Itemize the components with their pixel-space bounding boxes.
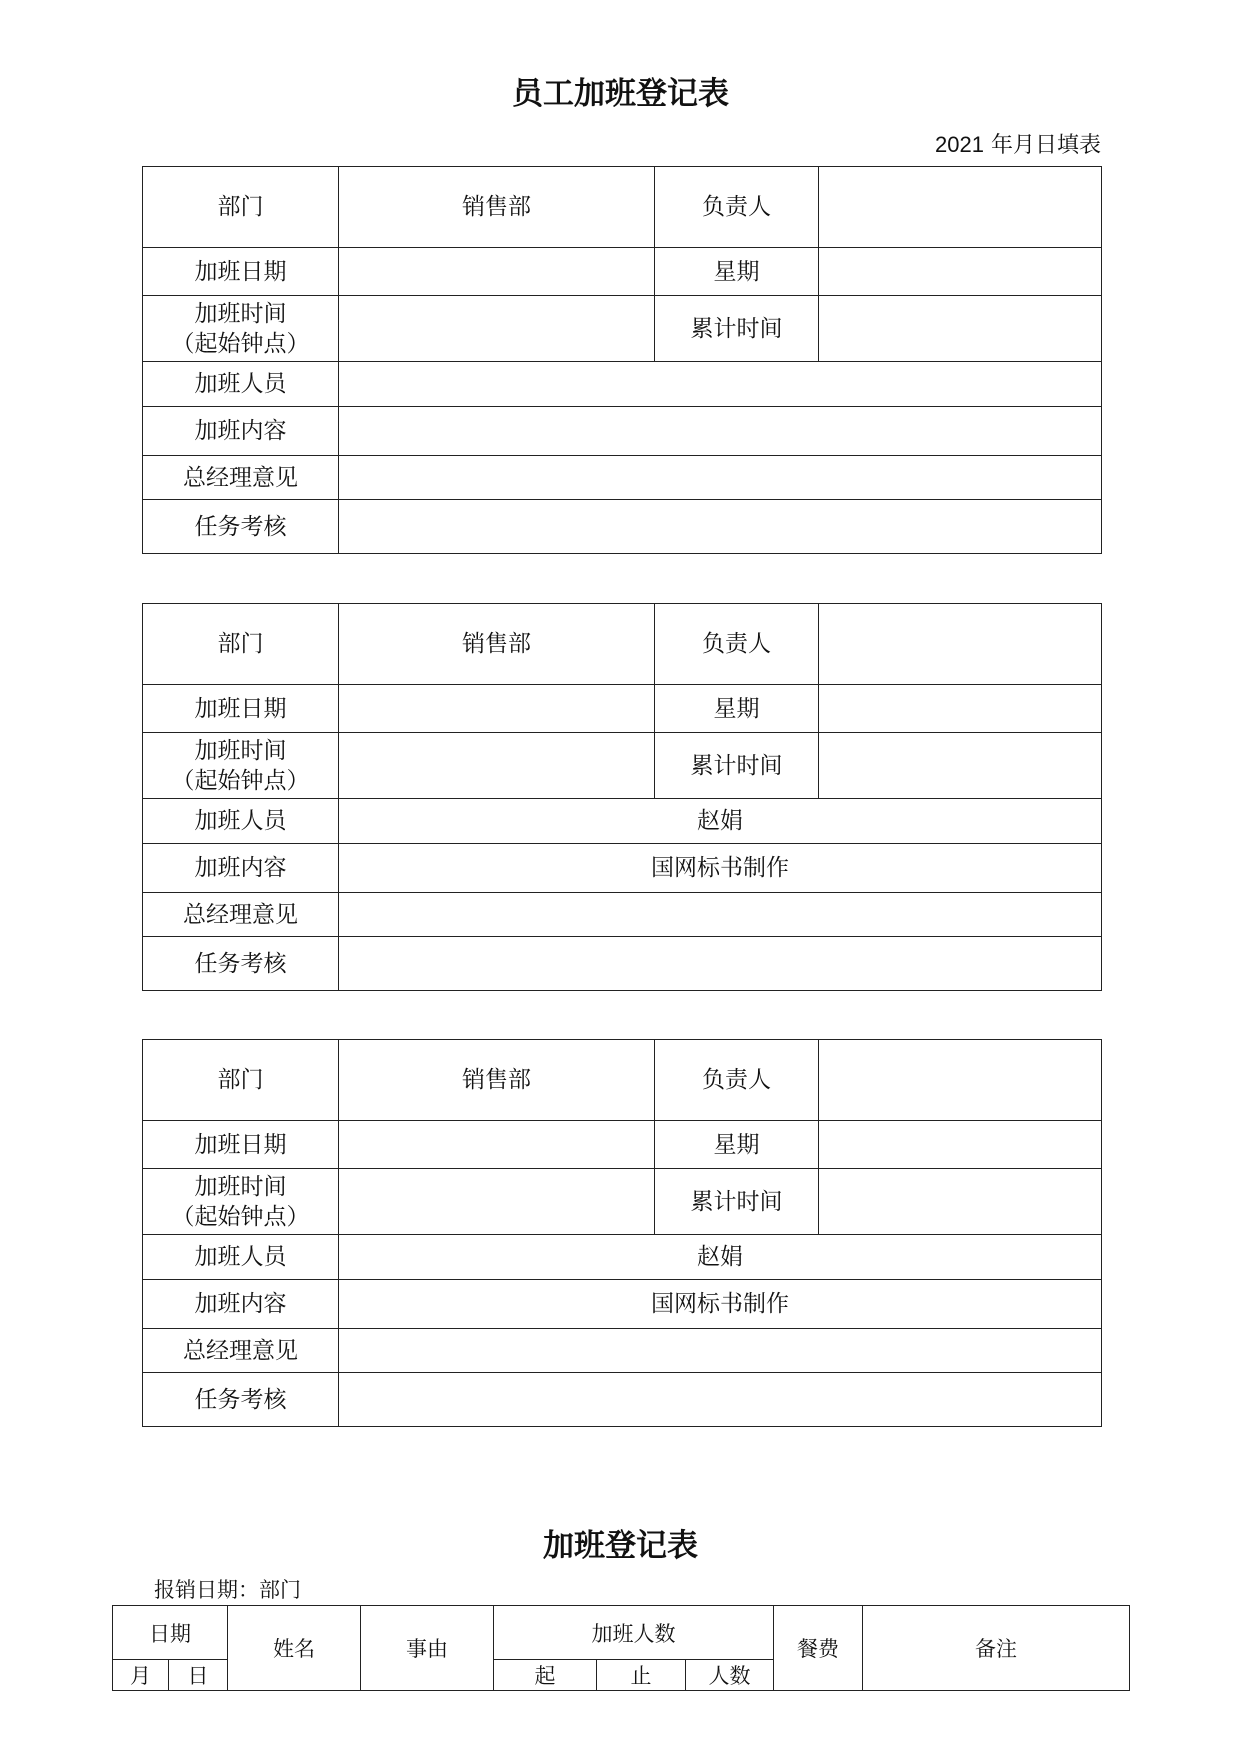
staff-value[interactable] <box>339 362 1102 407</box>
staff-label: 加班人员 <box>143 1235 339 1280</box>
weekday-value[interactable] <box>819 1121 1102 1169</box>
staff-label: 加班人员 <box>143 362 339 407</box>
section-title: 加班登记表 <box>543 1528 698 1564</box>
gm-opinion-label: 总经理意见 <box>143 1329 339 1373</box>
ot-time-label <box>143 1169 339 1235</box>
overtime-form-1 <box>142 166 1102 554</box>
task-review-label: 任务考核 <box>143 500 339 554</box>
ot-date-label: 加班日期 <box>143 685 339 733</box>
ot-date-label: 加班日期 <box>143 1121 339 1169</box>
dept-value[interactable]: 销售部 <box>339 167 655 248</box>
ot-time-value[interactable] <box>339 1169 655 1235</box>
task-review-value[interactable] <box>339 500 1102 554</box>
ot-time-label-line2: （起始钟点） <box>171 1203 310 1230</box>
ot-count-header: 加班人数 <box>494 1606 774 1660</box>
weekday-label: 星期 <box>655 1121 819 1169</box>
gm-opinion-value[interactable] <box>339 1329 1102 1373</box>
ot-time-value[interactable] <box>339 296 655 362</box>
total-time-value[interactable] <box>819 733 1102 799</box>
content-label: 加班内容 <box>143 1280 339 1329</box>
gm-opinion-value[interactable] <box>339 893 1102 937</box>
content-label: 加班内容 <box>143 407 339 456</box>
content-value[interactable] <box>339 407 1102 456</box>
weekday-label: 星期 <box>655 685 819 733</box>
ot-date-value[interactable] <box>339 1121 655 1169</box>
ot-time-label <box>143 733 339 799</box>
meal-fee-header: 餐费 <box>774 1606 863 1691</box>
dept-label: 部门 <box>143 1040 339 1121</box>
ot-time-label-line1: 加班时间 <box>194 300 287 327</box>
dept-label: 部门 <box>143 604 339 685</box>
total-time-label: 累计时间 <box>655 296 819 362</box>
end-header: 止 <box>597 1660 686 1691</box>
content-label: 加班内容 <box>143 844 339 893</box>
ot-time-value[interactable] <box>339 733 655 799</box>
ot-date-label: 加班日期 <box>143 248 339 296</box>
dept-value[interactable]: 销售部 <box>339 1040 655 1121</box>
dept-value[interactable]: 销售部 <box>339 604 655 685</box>
content-value[interactable]: 国网标书制作 <box>339 844 1102 893</box>
ot-time-label <box>143 296 339 362</box>
staff-label: 加班人员 <box>143 799 339 844</box>
page-title: 员工加班登记表 <box>512 76 729 112</box>
task-review-value[interactable] <box>339 1373 1102 1427</box>
remarks-header: 备注 <box>863 1606 1130 1691</box>
manager-value[interactable] <box>819 604 1102 685</box>
total-time-value[interactable] <box>819 296 1102 362</box>
manager-label: 负责人 <box>655 604 819 685</box>
reimbursement-line: 报销日期：部门 <box>154 1578 301 1602</box>
ot-time-label-line1: 加班时间 <box>194 737 287 764</box>
weekday-value[interactable] <box>819 248 1102 296</box>
reason-header: 事由 <box>361 1606 494 1691</box>
weekday-value[interactable] <box>819 685 1102 733</box>
manager-label: 负责人 <box>655 1040 819 1121</box>
ot-date-value[interactable] <box>339 685 655 733</box>
manager-label: 负责人 <box>655 167 819 248</box>
fill-date-suffix: 年月日填表 <box>984 133 1101 158</box>
ot-time-label-line2: （起始钟点） <box>171 767 310 794</box>
name-header: 姓名 <box>228 1606 361 1691</box>
headcount-header: 人数 <box>686 1660 774 1691</box>
dept-label: 部门 <box>143 167 339 248</box>
manager-value[interactable] <box>819 167 1102 248</box>
overtime-register-table <box>112 1605 1130 1691</box>
day-header: 日 <box>169 1660 228 1691</box>
total-time-label: 累计时间 <box>655 733 819 799</box>
fill-date-year: 2021 <box>935 132 984 157</box>
gm-opinion-label: 总经理意见 <box>143 893 339 937</box>
overtime-form-3 <box>142 1039 1102 1427</box>
ot-time-label-line2: （起始钟点） <box>171 330 310 357</box>
staff-value[interactable]: 赵娟 <box>339 1235 1102 1280</box>
task-review-label: 任务考核 <box>143 1373 339 1427</box>
staff-value[interactable]: 赵娟 <box>339 799 1102 844</box>
ot-time-label-line1: 加班时间 <box>194 1173 287 1200</box>
month-header: 月 <box>113 1660 169 1691</box>
start-header: 起 <box>494 1660 597 1691</box>
ot-date-value[interactable] <box>339 248 655 296</box>
task-review-value[interactable] <box>339 937 1102 991</box>
content-value[interactable]: 国网标书制作 <box>339 1280 1102 1329</box>
total-time-value[interactable] <box>819 1169 1102 1235</box>
manager-value[interactable] <box>819 1040 1102 1121</box>
overtime-form-2 <box>142 603 1102 991</box>
gm-opinion-label: 总经理意见 <box>143 456 339 500</box>
weekday-label: 星期 <box>655 248 819 296</box>
total-time-label: 累计时间 <box>655 1169 819 1235</box>
task-review-label: 任务考核 <box>143 937 339 991</box>
date-header: 日期 <box>113 1606 228 1660</box>
gm-opinion-value[interactable] <box>339 456 1102 500</box>
fill-date <box>935 128 1101 159</box>
